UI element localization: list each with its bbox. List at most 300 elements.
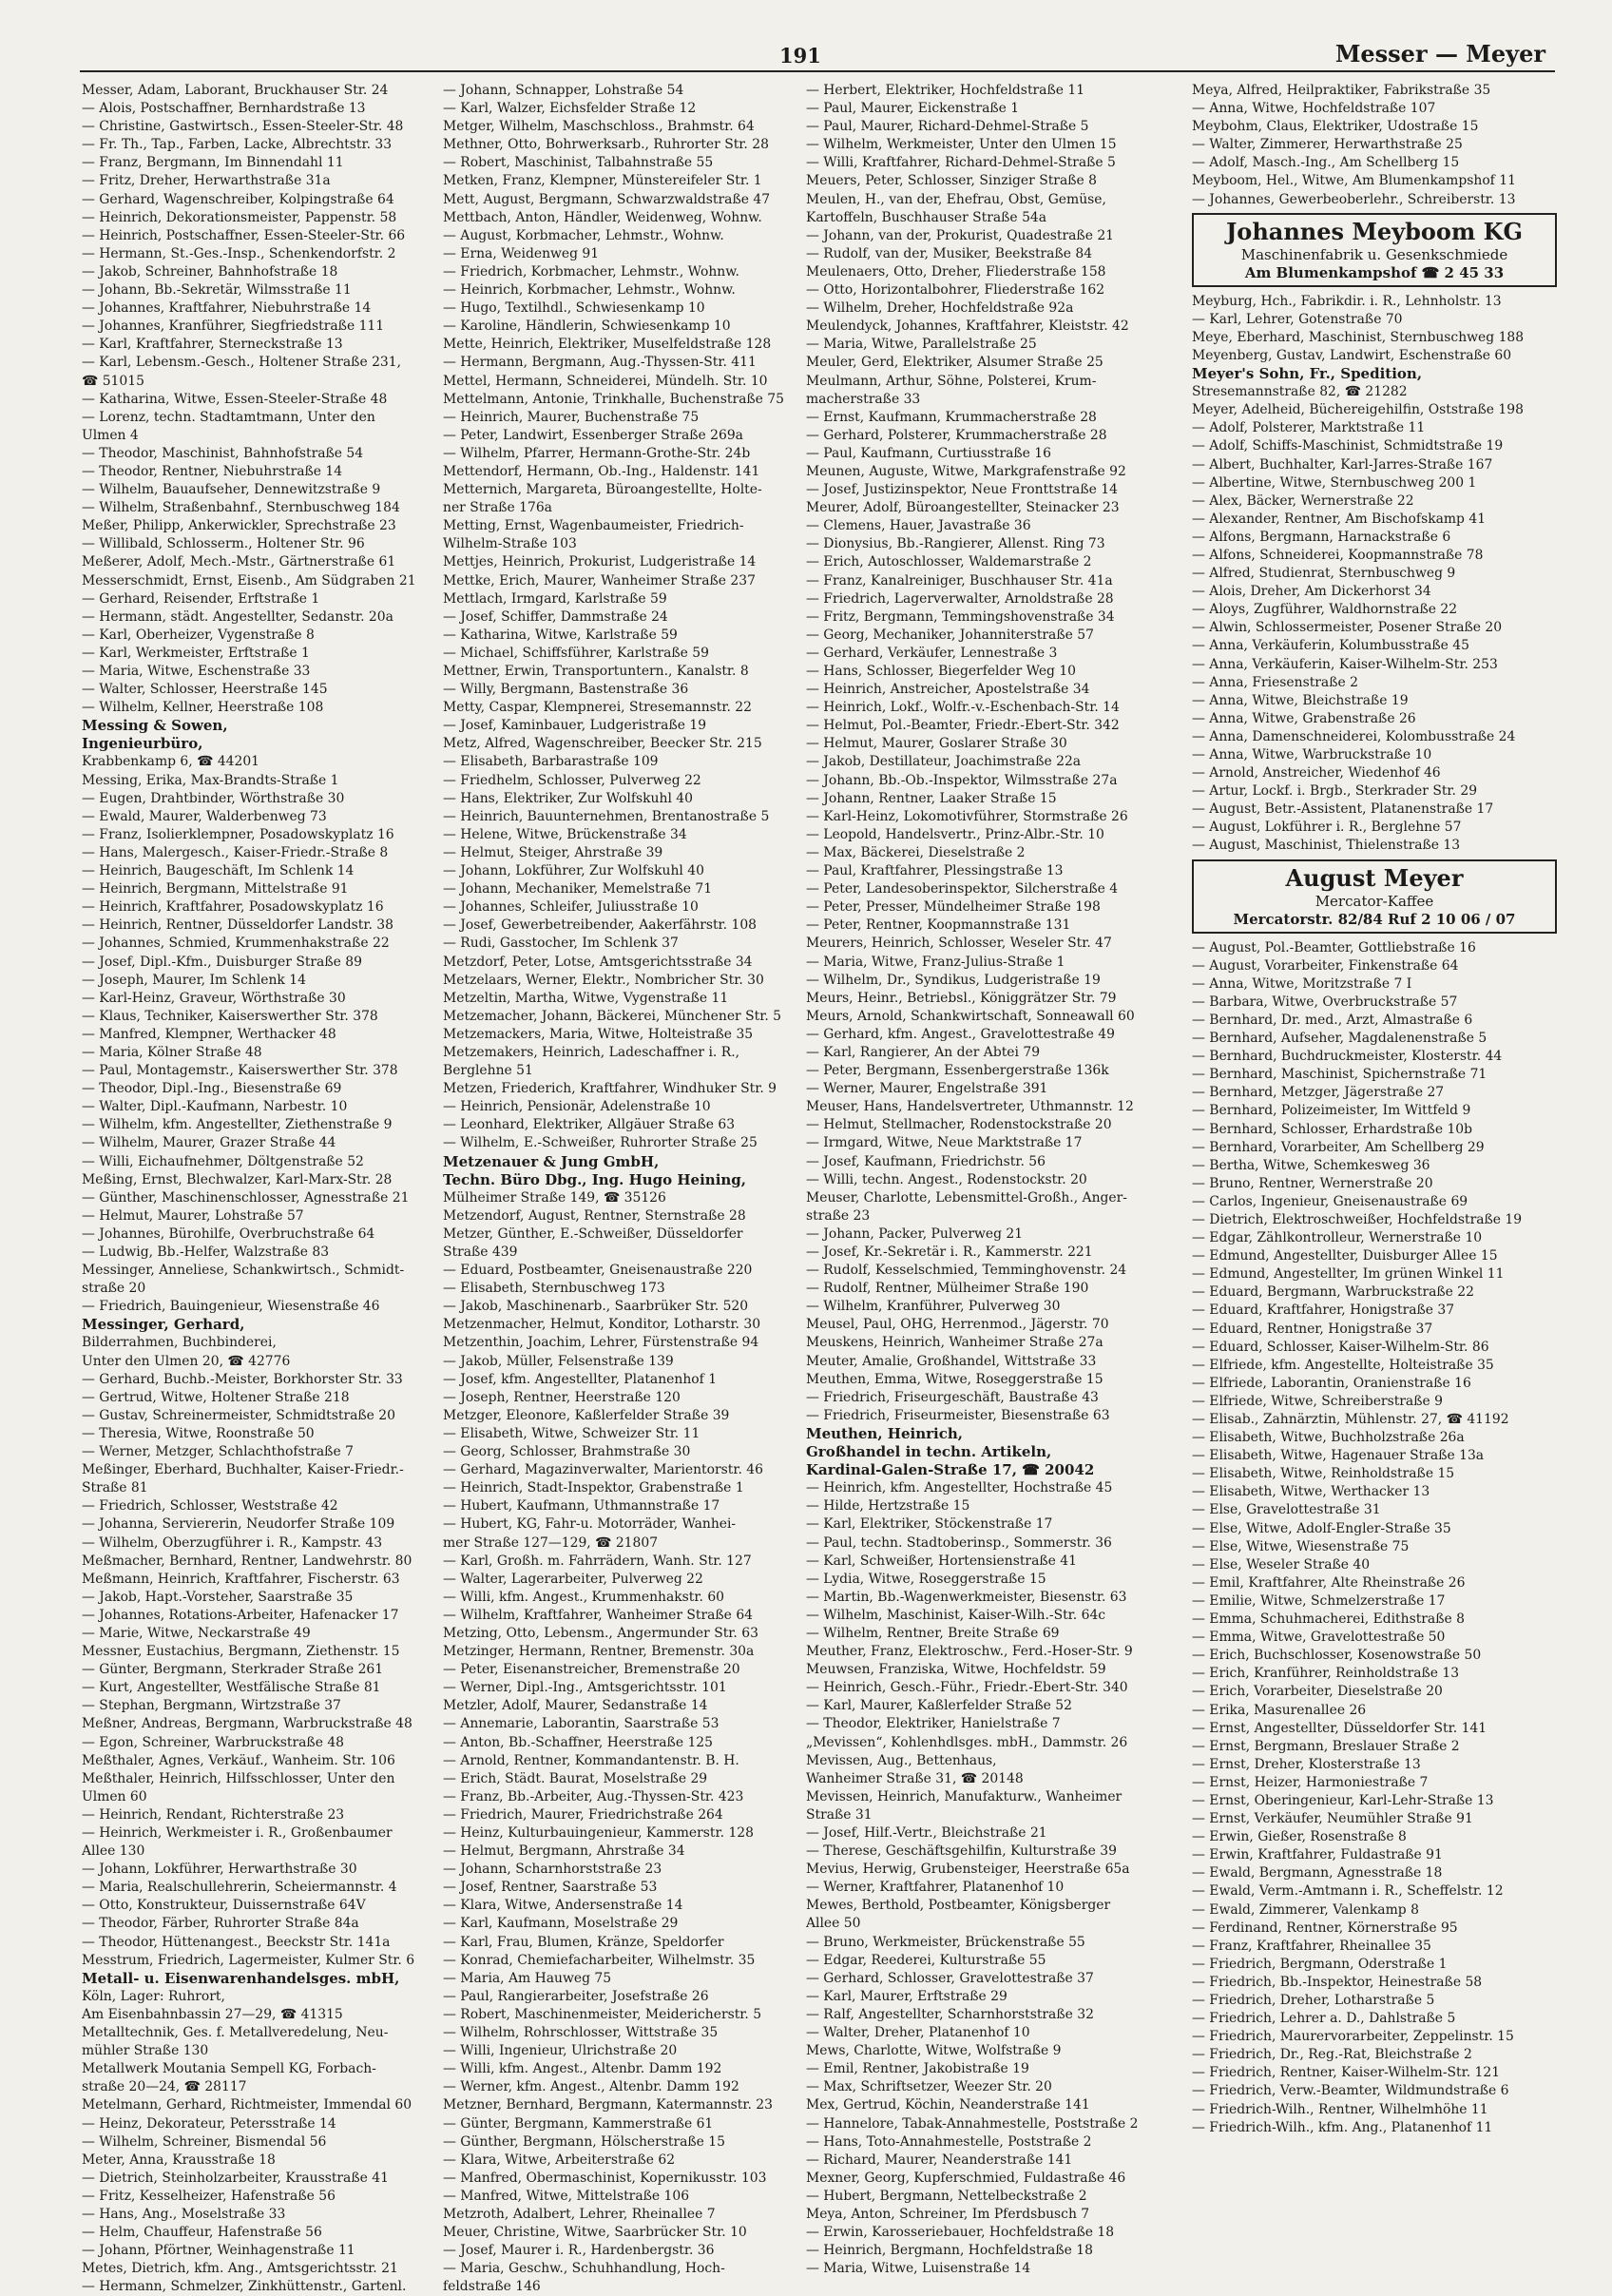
directory-entry: — Maria, Witwe, Eschenstraße 33 [82,664,311,679]
directory-entry: — Christine, Gastwirtsch., Essen-Steeler-Str. 48 [82,119,404,135]
directory-entry: — Clemens, Hauer, Javastraße 36 [806,518,1031,534]
directory-entry: — Paul, Rangierarbeiter, Josefstraße 26 [443,1988,709,2004]
directory-entry: Meulendyck, Johannes, Kraftfahrer, Kleiststr. 42 [806,318,1129,335]
directory-entry: Ulmen 60 [82,1788,147,1804]
directory-entry: Meyboom, Hel., Witwe, Am Blumenkampshof 11 [1192,173,1516,189]
directory-entry: — Hans, Ang., Moselstraße 33 [82,2206,286,2222]
directory-entry: — Alex, Bäcker, Wernerstraße 22 [1192,492,1414,509]
directory-entry: — Willi, Kraftfahrer, Richard-Dehmel-Straße 5 [806,155,1116,171]
directory-entry: — Erich, Autoschlosser, Waldemarstraße 2 [806,554,1092,570]
directory-entry: Metzenauer & Jung GmbH, [443,1152,660,1170]
directory-entry: Mettner, Erwin, Transportuntern., Kanalstr. 8 [443,664,749,679]
directory-entry: — Stephan, Bergmann, Wirtzstraße 37 [82,1698,341,1714]
directory-entry: — Emil, Rentner, Jakobistraße 19 [806,2061,1029,2077]
directory-entry: — Friedrich, Lehrer a. D., Dahlstraße 5 [1192,2011,1456,2027]
column-4 [1192,82,1557,2208]
directory-entry: — Heinrich, Korbmacher, Lehmstr., Wohnw. [443,282,736,299]
directory-entry: Meßer, Philipp, Ankerwickler, Sprechstraße 23 [82,518,396,534]
directory-entry: — Bertha, Witwe, Schemkesweg 36 [1192,1157,1430,1173]
ad-address: Mercatorstr. 82/84 Ruf 2 10 06 / 07 [1233,910,1516,928]
directory-entry: — Theodor, Maschinist, Bahnhofstraße 54 [82,445,364,461]
directory-entry: — Kurt, Angestellter, Westfälische Straße 81 [82,1680,381,1696]
directory-entry: — Adolf, Masch.-Ing., Am Schellberg 15 [1192,155,1460,171]
directory-entry: — Fritz, Bergmann, Temmingshovenstraße 34 [806,608,1115,625]
directory-entry: Metken, Franz, Klempner, Münstereifeler Str. 1 [443,173,762,189]
directory-entry: — Albert, Buchhalter, Karl-Jarres-Straße 167 [1192,456,1493,473]
directory-entry: Mülheimer Straße 149, ☎ 35126 [443,1189,666,1206]
directory-entry: Metalltechnik, Ges. f. Metallveredelung, Neu- [82,2025,389,2041]
directory-entry: — Egon, Schreiner, Warbruckstraße 48 [82,1734,345,1750]
directory-entry: — Heinrich, Kraftfahrer, Posadowskyplatz 16 [82,899,384,916]
directory-entry: — Bernhard, Schlosser, Erhardstraße 10b [1192,1121,1473,1137]
directory-entry: — Artur, Lockf. i. Brgb., Sterkrader Str. 29 [1192,783,1478,800]
directory-entry: — Johann, van der, Prokurist, Quadestraße 21 [806,227,1115,243]
directory-entry: — Friedrich-Wilh., Rentner, Wilhelmhöhe 11 [1192,2101,1488,2117]
directory-entry: Metzeltin, Martha, Witwe, Vygenstraße 11 [443,990,729,1006]
directory-entry: — Johannes, Schleifer, Juliusstraße 10 [443,899,699,916]
directory-entry: — Friedrich, Friseurgeschäft, Baustraße 43 [806,1389,1099,1405]
directory-entry: Metzenmacher, Helmut, Konditor, Lotharstr. 30 [443,1317,761,1333]
directory-entry: straße 23 [806,1207,871,1224]
directory-entry: — Max, Schriftsetzer, Weezer Str. 20 [806,2079,1052,2095]
directory-entry: — Heinrich, kfm. Angestellter, Hochstraße 45 [806,1480,1113,1496]
directory-entry: — Heinrich, Postschaffner, Essen-Steeler-Str. 66 [82,227,406,243]
directory-entry: — Karl-Heinz, Graveur, Wörthstraße 30 [82,990,346,1006]
directory-entry: Meurers, Heinrich, Schlosser, Weseler Str. 47 [806,936,1112,952]
directory-entry: — Josef, Kaufmann, Friedrichstr. 56 [806,1153,1046,1169]
directory-entry: — Erwin, Gießer, Rosenstraße 8 [1192,1829,1407,1845]
directory-entry: — Hugo, Textilhdl., Schwiesenkamp 10 [443,300,705,317]
directory-entry: — Hermann, Schmelzer, Zinkhüttenstr., Gartenl. [82,2279,407,2295]
directory-entry: — Johannes, Kranführer, Siegfriedstraße 111 [82,318,385,335]
directory-entry: — Ewald, Verm.-Amtmann i. R., Scheffelstr. 12 [1192,1883,1504,1900]
directory-entry: — Friedrich, Schlosser, Weststraße 42 [82,1498,338,1515]
directory-entry: Am Eisenbahnbassin 27—29, ☎ 41315 [82,2006,343,2022]
directory-entry: — Else, Weseler Straße 40 [1192,1556,1371,1572]
directory-entry: Meybohm, Claus, Elektriker, Udostraße 15 [1192,119,1479,135]
directory-entry: — Martin, Bb.-Wagenwerkmeister, Biesenstr. 63 [806,1589,1127,1605]
directory-entry: — Johannes, Schmied, Krummenhakstraße 22 [82,936,390,952]
directory-entry: Meßerer, Adolf, Mech.-Mstr., Gärtnerstraße 61 [82,554,396,570]
directory-entry: Metzer, Günther, E.-Schweißer, Düsseldorfer [443,1225,743,1242]
directory-entry: — Katharina, Witwe, Essen-Steeler-Straße 48 [82,391,388,407]
directory-entry: — Walter, Schlosser, Heerstraße 145 [82,682,328,698]
directory-entry: — Friedrich, Dr., Reg.-Rat, Bleichstraße 2 [1192,2047,1472,2063]
directory-entry: — Friedrich, Maurer, Friedrichstraße 264 [443,1806,723,1823]
directory-entry: — Hermann, St.-Ges.-Insp., Schenkendorfstr. 2 [82,245,396,261]
directory-entry: — Anna, Witwe, Grabenstraße 26 [1192,710,1416,726]
directory-entry: — Wilhelm, Kranführer, Pulverweg 30 [806,1299,1061,1315]
directory-entry: — August, Korbmacher, Lehmstr., Wohnw. [443,227,724,243]
directory-entry: — Ludwig, Bb.-Helfer, Walzstraße 83 [82,1244,330,1260]
directory-entry: Meuwsen, Franziska, Witwe, Hochfeldstr. 59 [806,1662,1106,1678]
directory-entry: — Therese, Geschäftsgehilfin, Kulturstraße 39 [806,1843,1117,1860]
directory-entry: — Gerhard, Buchb.-Meister, Borkhorster Str. 33 [82,1371,403,1387]
directory-entry: — Erich, Kranführer, Reinholdstraße 13 [1192,1666,1460,1682]
directory-entry: — Manfred, Witwe, Mittelstraße 106 [443,2188,690,2204]
directory-entry: Mettbach, Anton, Händler, Weidenweg, Wohnw. [443,209,762,225]
directory-entry: — Josef, Kaminbauer, Ludgeristraße 19 [443,718,707,734]
directory-entry: Meter, Anna, Krausstraße 18 [82,2151,276,2168]
directory-entry: Meuler, Gerd, Elektriker, Alsumer Straße 25 [806,355,1103,371]
directory-entry: — Herbert, Elektriker, Hochfeldstraße 11 [806,83,1085,98]
directory-entry: Mevissen, Aug., Bettenhaus, [806,1752,997,1768]
directory-entry: — Paul, Montagemstr., Kaiserswerther Str. 378 [82,1063,398,1079]
directory-entry: Meyer's Sohn, Fr., Spedition, [1192,365,1423,383]
directory-entry: — Anna, Verkäuferin, Kaiser-Wilhelm-Str. 253 [1192,656,1498,672]
directory-entry: Kartoffeln, Buschhauser Straße 54a [806,209,1047,225]
directory-entry: — Klara, Witwe, Andersenstraße 14 [443,1898,683,1914]
directory-entry: — Karl, Lebensm.-Gesch., Holtener Straße 231, [82,355,402,371]
directory-entry: „Mevissen“, Kohlenhdlsges. mbH., Dammstr. 26 [806,1734,1128,1750]
directory-entry: — Karoline, Händlerin, Schwiesenkamp 10 [443,318,731,335]
directory-entry: Mettendorf, Hermann, Ob.-Ing., Haldenstr. 141 [443,463,760,479]
directory-entry: — Anna, Friesenstraße 2 [1192,674,1358,690]
directory-entry: Mews, Charlotte, Witwe, Wolfstraße 9 [806,2043,1062,2059]
directory-entry: — Heinrich, Bergmann, Mittelstraße 91 [82,881,349,897]
directory-entry: — Walter, Lagerarbeiter, Pulverweg 22 [443,1571,703,1587]
directory-entry: — Bernhard, Buchdruckmeister, Klosterstr. 44 [1192,1049,1503,1065]
directory-entry: — Friedhelm, Schlosser, Pulverweg 22 [443,772,701,788]
directory-entry: Krabbenkamp 6, ☎ 44201 [82,754,260,770]
directory-entry: — Maria, Witwe, Parallelstraße 25 [806,337,1037,353]
directory-entry: — Johann, Mechaniker, Memelstraße 71 [443,881,713,897]
directory-entry: Metzler, Adolf, Maurer, Sedanstraße 14 [443,1698,708,1714]
directory-entry: Meyenberg, Gustav, Landwirt, Eschenstraße 60 [1192,347,1512,363]
directory-entry: — Gerhard, Wagenschreiber, Kolpingstraße 64 [82,191,394,207]
directory-entry: — Else, Gravelottestraße 31 [1192,1502,1381,1518]
directory-entry: — Hubert, Bergmann, Nettelbeckstraße 2 [806,2188,1087,2204]
directory-entry: — Arnold, Rentner, Kommandantenstr. B. H. [443,1752,739,1768]
directory-entry: — Heinz, Kulturbauingenieur, Kammerstr. 128 [443,1825,754,1841]
directory-entry: — Erich, Städt. Baurat, Moselstraße 29 [443,1770,708,1786]
directory-entry: — Fritz, Kesselheizer, Hafenstraße 56 [82,2188,336,2204]
directory-entry: — Hans, Toto-Annahmestelle, Poststraße 2 [806,2133,1092,2150]
directory-entry: — Adolf, Schiffs-Maschinist, Schmidtstraße 19 [1192,438,1504,454]
directory-entry: — Wilhelm, Kraftfahrer, Wanheimer Straße 64 [443,1607,753,1623]
directory-entry: — Bernhard, Maschinist, Spichernstraße 71 [1192,1067,1487,1083]
directory-entry: — Eugen, Drahtbinder, Wörthstraße 30 [82,790,345,806]
directory-entry: — Elisabeth, Witwe, Werthacker 13 [1192,1484,1430,1500]
directory-entry: — Heinrich, Maurer, Buchenstraße 75 [443,409,700,425]
directory-entry: — Heinrich, Stadt-Inspektor, Grabenstraße 1 [443,1480,744,1496]
directory-entry: Metzen, Friederich, Kraftfahrer, Windhuker Str. 9 [443,1081,777,1097]
directory-entry: — Josef, Dipl.-Kfm., Duisburger Straße 89 [82,954,362,970]
directory-entry: — Heinrich, Gesch.-Führ., Friedr.-Ebert-Str. 340 [806,1680,1128,1696]
directory-entry: — Helmut, Stellmacher, Rodenstockstraße 20 [806,1117,1112,1133]
directory-entry: macherstraße 33 [806,391,921,407]
directory-entry: — Karl, Elektriker, Stöckenstraße 17 [806,1516,1053,1533]
directory-entry: mer Straße 127—129, ☎ 21807 [443,1534,659,1551]
directory-entry: Metternich, Margareta, Büroangestellte, Holte- [443,482,762,498]
directory-entry: — Johannes, Kraftfahrer, Niebuhrstraße 14 [82,300,372,317]
directory-entry: — Maria, Geschw., Schuhhandlung, Hoch- [443,2261,725,2277]
directory-entry: Meya, Anton, Schreiner, Im Pferdsbusch 7 [806,2206,1090,2222]
directory-entry: — Maria, Witwe, Luisenstraße 14 [806,2261,1031,2277]
directory-entry: — Edgar, Reederei, Kulturstraße 55 [806,1952,1046,1968]
directory-entry: — Ferdinand, Rentner, Körnerstraße 95 [1192,1920,1458,1936]
column-3 [806,82,1154,2277]
directory-entry: — Eduard, Bergmann, Warbruckstraße 22 [1192,1284,1474,1301]
directory-entry: — Elfriede, Witwe, Schreiberstraße 9 [1192,1393,1443,1409]
directory-entry: — Katharina, Witwe, Karlstraße 59 [443,627,678,643]
directory-entry: Metall- u. Eisenwarenhandelsges. mbH, [82,1969,400,1987]
directory-entry: Meurer, Adolf, Büroangestellter, Steinacker 23 [806,500,1120,516]
directory-entry: Mettke, Erich, Maurer, Wanheimer Straße 237 [443,572,756,588]
directory-entry: — Alfons, Bergmann, Harnackstraße 6 [1192,529,1451,545]
directory-entry: — Johannes, Gewerbeoberlehr., Schreiberstr. 13 [1192,191,1516,207]
directory-entry: — Edmund, Angestellter, Im grünen Winkel 11 [1192,1266,1505,1283]
directory-entry: straße 20 [82,1281,146,1297]
directory-entry: Mettelmann, Antonie, Trinkhalle, Buchenstraße 75 [443,391,784,407]
directory-entry: — Willi, Eichaufnehmer, Döltgenstraße 52 [82,1153,364,1169]
ad-address: Am Blumenkampshof ☎ 2 45 33 [1244,263,1505,281]
directory-entry: Meyer, Adelheid, Büchereigehilfin, Oststraße 198 [1192,402,1524,418]
directory-entry: — Heinrich, Rendant, Richterstraße 23 [82,1806,345,1823]
directory-entry: — Karl, Großh. m. Fahrrädern, Wanh. Str. 127 [443,1553,752,1569]
directory-entry: — Gertrud, Witwe, Holtener Straße 218 [82,1389,350,1405]
directory-entry: Mewes, Berthold, Postbeamter, Königsberger [806,1898,1111,1914]
directory-entry: — Wilhelm, Maschinist, Kaiser-Wilh.-Str. 64c [806,1607,1106,1623]
directory-entry: — Wilhelm, Werkmeister, Unter den Ulmen 15 [806,137,1117,153]
directory-entry: — Elisabeth, Witwe, Hagenauer Straße 13a [1192,1448,1485,1464]
directory-entry: — Friedrich-Wilh., kfm. Ang., Platanenhof 11 [1192,2119,1493,2135]
directory-entry: — Wilhelm, Dreher, Hochfeldstraße 92a [806,300,1074,317]
directory-entry: — August, Vorarbeiter, Finkenstraße 64 [1192,957,1459,974]
directory-entry: — Else, Witwe, Wiesenstraße 75 [1192,1538,1410,1554]
directory-entry: Metzemacher, Johann, Bäckerei, Münchener Str. 5 [443,1008,781,1024]
directory-entry: — Johann, Rentner, Laaker Straße 15 [806,790,1057,806]
directory-entry: — Alfred, Studienrat, Sternbuschweg 9 [1192,566,1456,582]
directory-entry: Mevius, Herwig, Grubensteiger, Heerstraße 65a [806,1862,1130,1878]
directory-entry: Unter den Ulmen 20, ☎ 42776 [82,1353,291,1369]
advertisement-box [1192,859,1557,934]
directory-entry: — Helmut, Steiger, Ahrstraße 39 [443,844,663,860]
directory-entry: — Peter, Rentner, Koopmannstraße 131 [806,917,1071,934]
directory-entry: — Ralf, Angestellter, Scharnhorststraße 32 [806,2006,1094,2022]
directory-entry: — Helmut, Maurer, Lohstraße 57 [82,1207,304,1224]
directory-entry: — Heinrich, Rentner, Düsseldorfer Landstr. 38 [82,917,393,934]
directory-entry: Meye, Eberhard, Maschinist, Sternbuschweg 188 [1192,329,1525,345]
directory-entry: — Elisabeth, Witwe, Buchholzstraße 26a [1192,1430,1465,1446]
directory-entry: — Werner, Metzger, Schlachthofstraße 7 [82,1444,354,1460]
directory-entry: — August, Pol.-Beamter, Gottliebstraße 16 [1192,939,1476,955]
directory-entry: — Karl, Maurer, Kaßlerfelder Straße 52 [806,1698,1072,1714]
directory-entry: — Wilhelm, kfm. Angestellter, Ziethenstraße 9 [82,1117,393,1133]
directory-entry: Mette, Heinrich, Elektriker, Muselfeldstraße 128 [443,337,772,353]
directory-entry: Meuser, Charlotte, Lebensmittel-Großh., Anger- [806,1189,1127,1206]
directory-entry: — Arnold, Anstreicher, Wiedenhof 46 [1192,765,1441,781]
directory-entry: Straße 81 [82,1480,148,1496]
directory-entry: — Georg, Schlosser, Brahmstraße 30 [443,1444,691,1460]
directory-entry: — Theodor, Rentner, Niebuhrstraße 14 [82,463,343,479]
directory-entry: — Michael, Schiffsführer, Karlstraße 59 [443,645,709,661]
directory-entry: — Friedrich, Friseurmeister, Biesenstraße 63 [806,1407,1110,1423]
directory-entry: — Friedrich, Dreher, Lotharstraße 5 [1192,1993,1435,2008]
directory-entry: — Johannes, Rotations-Arbeiter, Hafenacker 17 [82,1607,399,1623]
directory-entry: Meuser, Hans, Handelsvertreter, Uthmannstr. 12 [806,1099,1134,1115]
directory-entry: Metzelaars, Werner, Elektr., Nombricher Str. 30 [443,972,764,988]
page-number: 191 [779,44,821,68]
directory-entry: — Karl, Walzer, Eichsfelder Straße 12 [443,101,697,117]
directory-entry: ☎ 51015 [82,373,144,389]
directory-entry: — Fr. Th., Tap., Farben, Lacke, Albrechtstr. 33 [82,137,393,153]
directory-entry: — Annemarie, Laborantin, Saarstraße 53 [443,1716,720,1732]
directory-entry: — Ernst, Bergmann, Breslauer Straße 2 [1192,1738,1460,1754]
header-rule [80,70,1555,72]
directory-entry: — Wilhelm, E.-Schweißer, Ruhrorter Straße 25 [443,1135,758,1151]
directory-entry: — Hilde, Hertzstraße 15 [806,1498,970,1515]
directory-entry: — Friedrich, Verw.-Beamter, Wildmundstraße 6 [1192,2083,1509,2099]
directory-entry: Messner, Eustachius, Bergmann, Ziethenstr. 15 [82,1644,400,1660]
directory-entry: Wilhelm-Straße 103 [443,536,577,552]
directory-entry: — Josef, Schiffer, Dammstraße 24 [443,608,668,625]
directory-entry: Meßner, Andreas, Bergmann, Warbruckstraße 48 [82,1716,413,1732]
directory-entry: — Bruno, Werkmeister, Brückenstraße 55 [806,1934,1085,1950]
directory-entry: — Werner, Maurer, Engelstraße 391 [806,1081,1048,1097]
directory-entry: — Willi, techn. Angest., Rodenstockstr. 20 [806,1171,1087,1187]
directory-entry: — Johann, Schnapper, Lohstraße 54 [443,83,684,98]
directory-entry: — Joseph, Maurer, Im Schlenk 14 [82,972,306,988]
directory-entry: — Werner, Kraftfahrer, Platanenhof 10 [806,1880,1065,1896]
directory-entry: — Willi, kfm. Angest., Altenbr. Damm 192 [443,2061,722,2077]
directory-entry: — Friedrich, Bauingenieur, Wiesenstraße 46 [82,1299,380,1315]
directory-entry: — Heinrich, Dekorationsmeister, Pappenstr. 58 [82,209,397,225]
directory-entry: Meßthaler, Agnes, Verkäuf., Wanheim. Str. 106 [82,1752,395,1768]
directory-entry: — Robert, Maschinist, Talbahnstraße 55 [443,155,714,171]
directory-entry: Metzinger, Hermann, Rentner, Bremenstr. 30a [443,1644,755,1660]
directory-entry: Mevissen, Heinrich, Manufakturw., Wanheimer [806,1788,1123,1804]
directory-entry: — Elfriede, kfm. Angestellte, Holteistraße 35 [1192,1357,1494,1373]
directory-entry: — Ernst, Angestellter, Düsseldorfer Str. 141 [1192,1720,1487,1736]
directory-entry: — Manfred, Klempner, Werthacker 48 [82,1026,336,1042]
directory-entry: Meßmann, Heinrich, Kraftfahrer, Fischerstr. 63 [82,1571,400,1587]
directory-entry: Metzdorf, Peter, Lotse, Amtsgerichtsstraße 34 [443,954,753,970]
directory-entry: — Günter, Bergmann, Sterkrader Straße 261 [82,1662,384,1678]
directory-entry: — Aloys, Zugführer, Waldhornstraße 22 [1192,602,1458,618]
directory-entry: Großhandel in techn. Artikeln, [806,1443,1052,1461]
column-2 [443,82,791,2295]
directory-entry: — Wilhelm, Rentner, Breite Straße 69 [806,1625,1060,1641]
directory-entry: — Otto, Konstrukteur, Duissernstraße 64V [82,1898,366,1914]
directory-entry: Messtrum, Friedrich, Lagermeister, Kulmer Str. 6 [82,1952,415,1968]
directory-entry: — Hans, Elektriker, Zur Wolfskuhl 40 [443,790,693,806]
directory-entry: Meurs, Heinr., Betriebsl., Königgrätzer Str. 79 [806,990,1117,1006]
ad-title: August Meyer [1285,863,1464,892]
directory-entry: — Friedrich, Lagerverwalter, Arnoldstraße 28 [806,590,1114,607]
directory-entry: — Alwin, Schlossermeister, Posener Straße 20 [1192,620,1503,636]
directory-entry: — Elisab., Zahnärztin, Mühlenstr. 27, ☎ 41192 [1192,1412,1509,1427]
directory-entry: — Friedrich, Korbmacher, Lehmstr., Wohnw. [443,263,739,280]
directory-entry: — Helm, Chauffeur, Hafenstraße 56 [82,2225,322,2241]
directory-entry: — Peter, Eisenanstreicher, Bremenstraße 20 [443,1662,740,1678]
directory-entry: — Karl, Kaufmann, Moselstraße 29 [443,1916,679,1932]
directory-entry: — Barbara, Witwe, Overbruckstraße 57 [1192,994,1458,1010]
directory-entry: Berglehne 51 [443,1063,533,1079]
directory-entry: — Franz, Bb.-Arbeiter, Aug.-Thyssen-Str. 423 [443,1788,744,1804]
directory-entry: — Gerhard, Reisender, Erftstraße 1 [82,590,320,607]
running-head: Messer — Meyer [1334,40,1545,68]
directory-entry: Metelmann, Gerhard, Richtmeister, Immendal 60 [82,2097,413,2113]
directory-entry: — Karl, Maurer, Erftstraße 29 [806,1988,1008,2004]
directory-entry: — Joseph, Rentner, Heerstraße 120 [443,1389,681,1405]
directory-entry: — Johann, Lokführer, Zur Wolfskuhl 40 [443,863,704,879]
directory-entry: — Wilhelm, Pfarrer, Hermann-Grothe-Str. 24b [443,445,751,461]
directory-entry: — Johann, Packer, Pulverweg 21 [806,1225,1024,1242]
directory-entry: Meuthen, Heinrich, [806,1424,963,1442]
directory-entry: — Irmgard, Witwe, Neue Marktstraße 17 [806,1135,1083,1151]
directory-entry: — Josef, Gewerbetreibender, Aakerfährstr. 108 [443,917,758,934]
directory-entry: — Georg, Mechaniker, Johanniterstraße 57 [806,627,1094,643]
directory-entry: — Wilhelm, Rohrschlosser, Wittstraße 35 [443,2025,719,2041]
directory-entry: — Wilhelm, Schreiner, Bismendal 56 [82,2133,327,2150]
directory-entry: — Günther, Bergmann, Hölscherstraße 15 [443,2133,725,2150]
directory-entry: — Anton, Bb.-Schaffner, Heerstraße 125 [443,1734,713,1750]
directory-entry: — Wilhelm, Oberzugführer i. R., Kampstr. 43 [82,1534,383,1551]
directory-entry: — Eduard, Postbeamter, Gneisenaustraße 220 [443,1263,753,1279]
directory-entry: — Anna, Witwe, Warbruckstraße 10 [1192,747,1432,762]
directory-entry: — Alois, Postschaffner, Bernhardstraße 13 [82,101,366,117]
directory-entry: Meuthen, Emma, Witwe, Roseggerstraße 15 [806,1371,1103,1387]
directory-entry: Straße 31 [806,1806,873,1823]
directory-entry: — Heinrich, Pensionär, Adelenstraße 10 [443,1099,711,1115]
directory-entry: — Erich, Buchschlosser, Kosenowstraße 50 [1192,1648,1482,1664]
directory-entry: — Paul, Maurer, Richard-Dehmel-Straße 5 [806,119,1089,135]
directory-entry: — Maria, Am Hauweg 75 [443,1970,612,1986]
directory-entry: — Manfred, Obermaschinist, Kopernikusstr. 103 [443,2170,767,2186]
directory-entry: — Gerhard, Verkäufer, Lennestraße 3 [806,645,1058,661]
directory-entry: feldstraße 146 [443,2279,541,2295]
directory-entry: Meulen, H., van der, Ehefrau, Obst, Gemüse, [806,191,1106,207]
directory-entry: — Leonhard, Elektriker, Allgäuer Straße 63 [443,1117,736,1133]
directory-entry: — Franz, Bergmann, Im Binnendahl 11 [82,155,344,171]
directory-entry: — Josef, Kr.-Sekretär i. R., Kammerstr. 221 [806,1244,1093,1260]
directory-entry: — Anna, Witwe, Moritzstraße 7 I [1192,975,1412,992]
directory-entry: — Willi, Ingenieur, Ulrichstraße 20 [443,2043,678,2059]
directory-entry: — Hubert, KG, Fahr-u. Motorräder, Wanhei- [443,1516,737,1533]
directory-entry: Köln, Lager: Ruhrort, [82,1988,225,2004]
directory-entry: — Friedrich, Bergmann, Oderstraße 1 [1192,1956,1448,1972]
directory-entry: — Ewald, Zimmerer, Valenkamp 8 [1192,1901,1419,1918]
directory-entry: — Klaus, Techniker, Kaiserswerther Str. 378 [82,1008,378,1024]
directory-entry: — Paul, Kraftfahrer, Plessingstraße 13 [806,863,1064,879]
directory-entry: — Heinrich, Baugeschäft, Im Schlenk 14 [82,863,355,879]
directory-entry: — Otto, Horizontalbohrer, Fliederstraße 162 [806,282,1105,299]
directory-entry: — Erwin, Kraftfahrer, Fuldastraße 91 [1192,1847,1443,1863]
directory-entry: — Lorenz, techn. Stadtamtmann, Unter den [82,409,375,425]
directory-entry: — Werner, kfm. Angest., Altenbr. Damm 192 [443,2079,739,2095]
directory-entry: — Helmut, Pol.-Beamter, Friedr.-Ebert-Str. 342 [806,718,1120,734]
directory-entry: — Richard, Maurer, Neanderstraße 141 [806,2151,1073,2168]
directory-entry: Metzroth, Adalbert, Lehrer, Rheinallee 7 [443,2206,716,2222]
directory-entry: — Hans, Schlosser, Biegerfelder Weg 10 [806,664,1077,679]
directory-entry: — Heinrich, Werkmeister i. R., Großenbaumer [82,1825,393,1841]
directory-entry: — Ewald, Bergmann, Agnesstraße 18 [1192,1865,1443,1881]
directory-entry: Messinger, Gerhard, [82,1316,245,1334]
directory-entry: — Ewald, Maurer, Walderbenweg 73 [82,808,327,824]
directory-entry: — Leopold, Handelsvertr., Prinz-Albr.-Str. 10 [806,826,1104,842]
directory-entry: — Emma, Schuhmacherei, Edithstraße 8 [1192,1611,1465,1628]
directory-entry: — Willi, kfm. Angest., Krummenhakstr. 60 [443,1589,724,1605]
directory-entry: — Wilhelm, Kellner, Heerstraße 108 [82,700,324,716]
directory-entry: — Helene, Witwe, Brückenstraße 34 [443,826,687,842]
directory-entry: — Konrad, Chemiefacharbeiter, Wilhelmstr. 35 [443,1952,756,1968]
directory-entry: Meßinger, Eberhard, Buchhalter, Kaiser-Friedr.- [82,1462,404,1478]
directory-entry: — Josef, Justizinspektor, Neue Fronttstraße 14 [806,482,1118,498]
directory-entry: — Adolf, Polsterer, Marktstraße 11 [1192,420,1426,436]
directory-entry: — Jakob, Müller, Felsenstraße 139 [443,1353,674,1369]
directory-entry: — Jakob, Destillateur, Joachimstraße 22a [806,754,1082,770]
